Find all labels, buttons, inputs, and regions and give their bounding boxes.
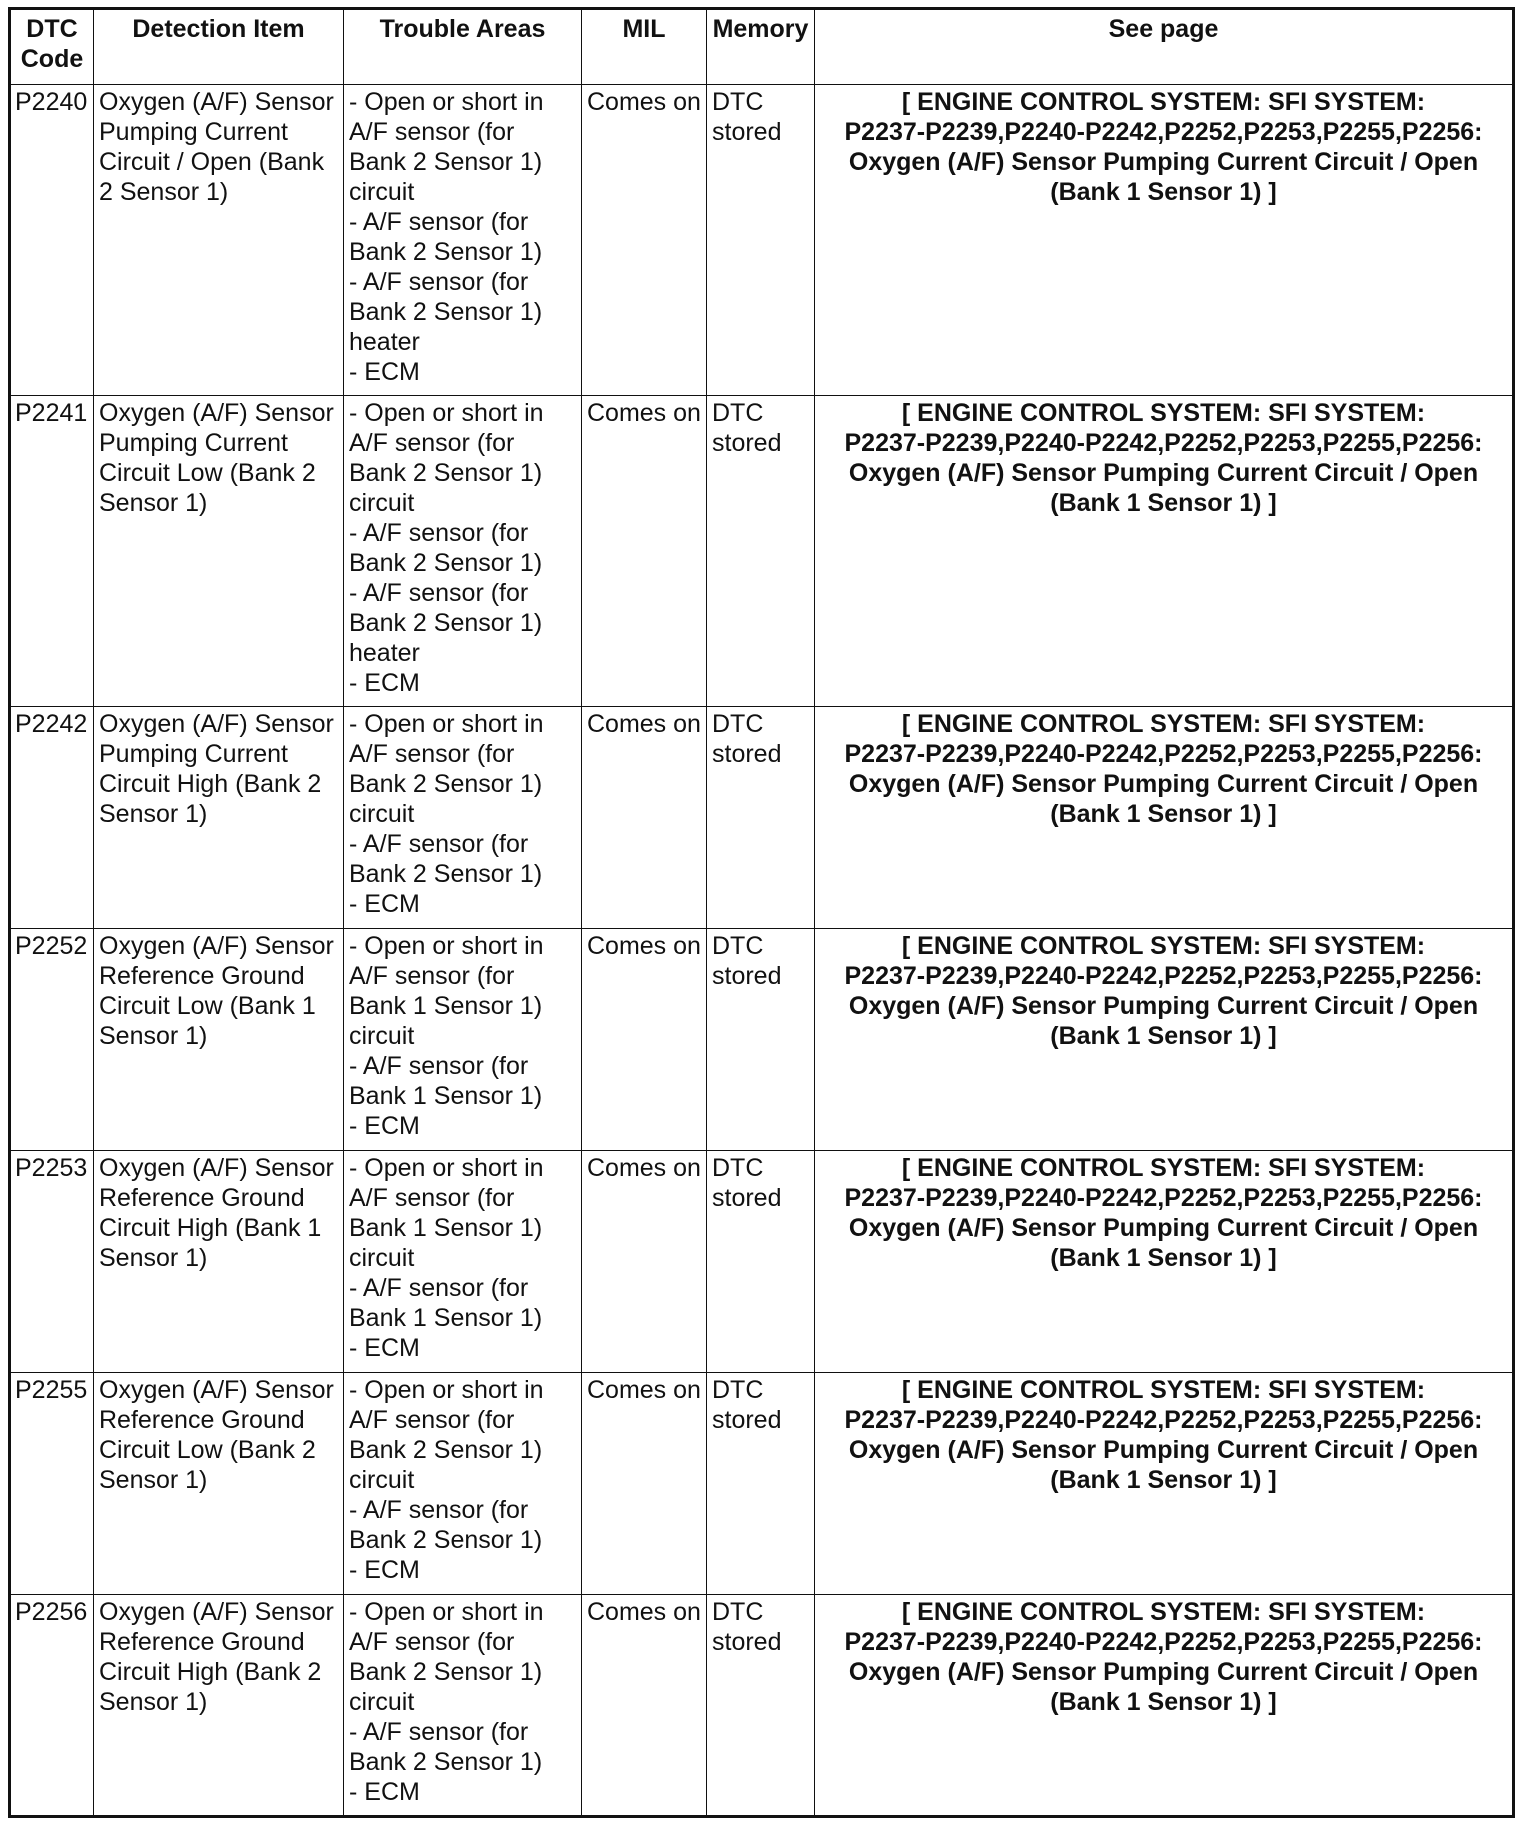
see-page-reference-line: [ ENGINE CONTROL SYSTEM: SFI SYSTEM: — [901, 1154, 1426, 1182]
trouble-area-line: - A/F sensor (for — [349, 1274, 529, 1302]
see-page-reference-line: [ ENGINE CONTROL SYSTEM: SFI SYSTEM: — [901, 399, 1426, 427]
trouble-area-line: - ECM — [349, 1778, 420, 1806]
trouble-area-line: heater — [349, 639, 420, 667]
trouble-area-line: - A/F sensor (for — [349, 1496, 529, 1524]
trouble-area-line: - ECM — [349, 358, 420, 386]
dtc-code-cell: P2241 — [10, 396, 94, 707]
see-page-reference-line: P2237-P2239,P2240-P2242,P2252,P2253,P2255,P2256: — [844, 1184, 1483, 1212]
trouble-area-line: - Open or short in — [349, 399, 544, 427]
detection-item-cell: Oxygen (A/F) Sensor Reference Ground Circuit Low (Bank 2 Sensor 1) — [94, 1373, 344, 1595]
trouble-area-line: - A/F sensor (for — [349, 268, 529, 296]
table-row — [10, 929, 1514, 1151]
detection-item-cell: Oxygen (A/F) Sensor Pumping Current Circuit Low (Bank 2 Sensor 1) — [94, 396, 344, 707]
trouble-area-line: Bank 1 Sensor 1) — [349, 1214, 543, 1242]
trouble-area-line: circuit — [349, 800, 415, 828]
trouble-area-line: Bank 1 Sensor 1) — [349, 1082, 543, 1110]
header-dtc-code-line1: DTC — [26, 15, 78, 43]
trouble-area-line: - A/F sensor (for — [349, 579, 529, 607]
header-dtc-code — [10, 9, 94, 85]
see-page-reference-line: P2237-P2239,P2240-P2242,P2252,P2253,P2255,P2256: — [844, 429, 1483, 457]
see-page-cell — [815, 1595, 1514, 1817]
detection-item-cell: Oxygen (A/F) Sensor Reference Ground Circuit High (Bank 1 Sensor 1) — [94, 1151, 344, 1373]
trouble-area-line: Bank 2 Sensor 1) — [349, 609, 543, 637]
see-page-reference-line: Oxygen (A/F) Sensor Pumping Current Circuit / Open — [848, 1436, 1479, 1464]
trouble-area-line: - ECM — [349, 1556, 420, 1584]
memory-cell: DTC stored — [707, 929, 815, 1151]
see-page-reference-line: Oxygen (A/F) Sensor Pumping Current Circuit / Open — [848, 148, 1479, 176]
trouble-area-line: Bank 1 Sensor 1) — [349, 992, 543, 1020]
trouble-area-line: - Open or short in — [349, 932, 544, 960]
see-page-reference-line: (Bank 1 Sensor 1) ] — [1050, 489, 1277, 517]
trouble-area-line: - Open or short in — [349, 1154, 544, 1182]
see-page-reference-line: P2237-P2239,P2240-P2242,P2252,P2253,P2255,P2256: — [844, 1406, 1483, 1434]
trouble-area-line: - ECM — [349, 669, 420, 697]
see-page-reference-line: P2237-P2239,P2240-P2242,P2252,P2253,P2255,P2256: — [844, 1628, 1483, 1656]
header-memory: Memory — [707, 9, 815, 85]
table-body — [10, 85, 1514, 1817]
mil-cell: Comes on — [582, 1151, 707, 1373]
header-dtc-code-line2: Code — [20, 45, 84, 73]
table-header — [10, 9, 1514, 85]
mil-cell: Comes on — [582, 707, 707, 929]
trouble-area-line: Bank 2 Sensor 1) — [349, 860, 543, 888]
dtc-document — [8, 7, 1512, 1817]
header-see-page: See page — [815, 9, 1514, 85]
trouble-area-line: Bank 2 Sensor 1) — [349, 148, 543, 176]
trouble-area-line: A/F sensor (for — [349, 740, 515, 768]
memory-cell: DTC stored — [707, 707, 815, 929]
trouble-area-line: Bank 2 Sensor 1) — [349, 1658, 543, 1686]
see-page-reference-line: (Bank 1 Sensor 1) ] — [1050, 1022, 1277, 1050]
see-page-reference-line: (Bank 1 Sensor 1) ] — [1050, 1244, 1277, 1272]
trouble-area-line: circuit — [349, 1688, 415, 1716]
trouble-area-line: Bank 2 Sensor 1) — [349, 1526, 543, 1554]
see-page-reference-line: P2237-P2239,P2240-P2242,P2252,P2253,P2255,P2256: — [844, 740, 1483, 768]
see-page-reference-line: Oxygen (A/F) Sensor Pumping Current Circuit / Open — [848, 1214, 1479, 1242]
trouble-area-line: A/F sensor (for — [349, 962, 515, 990]
trouble-area-line: - ECM — [349, 890, 420, 918]
memory-cell: DTC stored — [707, 1151, 815, 1373]
detection-item-cell: Oxygen (A/F) Sensor Reference Ground Circuit Low (Bank 1 Sensor 1) — [94, 929, 344, 1151]
trouble-areas-cell — [344, 1151, 582, 1373]
trouble-area-line: circuit — [349, 489, 415, 517]
mil-cell: Comes on — [582, 396, 707, 707]
trouble-area-line: Bank 2 Sensor 1) — [349, 770, 543, 798]
see-page-reference-line: P2237-P2239,P2240-P2242,P2252,P2253,P2255,P2256: — [844, 118, 1483, 146]
see-page-reference-line: P2237-P2239,P2240-P2242,P2252,P2253,P2255,P2256: — [844, 962, 1483, 990]
see-page-reference-line: Oxygen (A/F) Sensor Pumping Current Circuit / Open — [848, 770, 1479, 798]
trouble-area-line: circuit — [349, 1244, 415, 1272]
trouble-area-line: - ECM — [349, 1334, 420, 1362]
trouble-area-line: - Open or short in — [349, 710, 544, 738]
trouble-area-line: circuit — [349, 1022, 415, 1050]
table-row — [10, 1373, 1514, 1595]
table-row — [10, 1151, 1514, 1373]
trouble-areas-cell — [344, 396, 582, 707]
see-page-reference-line: Oxygen (A/F) Sensor Pumping Current Circuit / Open — [848, 1658, 1479, 1686]
trouble-area-line: - A/F sensor (for — [349, 1052, 529, 1080]
see-page-reference-line: [ ENGINE CONTROL SYSTEM: SFI SYSTEM: — [901, 1376, 1426, 1404]
detection-item-cell: Oxygen (A/F) Sensor Pumping Current Circuit / Open (Bank 2 Sensor 1) — [94, 85, 344, 396]
trouble-area-line: - ECM — [349, 1112, 420, 1140]
see-page-reference-line: [ ENGINE CONTROL SYSTEM: SFI SYSTEM: — [901, 710, 1426, 738]
table-row — [10, 1595, 1514, 1817]
trouble-area-line: - Open or short in — [349, 1376, 544, 1404]
header-trouble-areas: Trouble Areas — [344, 9, 582, 85]
mil-cell: Comes on — [582, 85, 707, 396]
trouble-area-line: - A/F sensor (for — [349, 830, 529, 858]
see-page-cell — [815, 1151, 1514, 1373]
table-row — [10, 85, 1514, 396]
dtc-table — [8, 7, 1515, 1818]
trouble-areas-cell — [344, 1373, 582, 1595]
mil-cell: Comes on — [582, 1373, 707, 1595]
header-detection-item: Detection Item — [94, 9, 344, 85]
trouble-area-line: - Open or short in — [349, 1598, 544, 1626]
trouble-area-line: circuit — [349, 1466, 415, 1494]
trouble-area-line: - Open or short in — [349, 88, 544, 116]
see-page-reference-line: (Bank 1 Sensor 1) ] — [1050, 1466, 1277, 1494]
trouble-area-line: - A/F sensor (for — [349, 208, 529, 236]
trouble-area-line: A/F sensor (for — [349, 118, 515, 146]
table-row — [10, 396, 1514, 707]
detection-item-cell: Oxygen (A/F) Sensor Reference Ground Circuit High (Bank 2 Sensor 1) — [94, 1595, 344, 1817]
trouble-area-line: A/F sensor (for — [349, 1184, 515, 1212]
dtc-code-cell: P2242 — [10, 707, 94, 929]
see-page-cell — [815, 1373, 1514, 1595]
table-row — [10, 707, 1514, 929]
trouble-areas-cell — [344, 929, 582, 1151]
detection-item-cell: Oxygen (A/F) Sensor Pumping Current Circuit High (Bank 2 Sensor 1) — [94, 707, 344, 929]
trouble-area-line: Bank 2 Sensor 1) — [349, 238, 543, 266]
trouble-area-line: - A/F sensor (for — [349, 1718, 529, 1746]
trouble-area-line: A/F sensor (for — [349, 1628, 515, 1656]
see-page-reference-line: [ ENGINE CONTROL SYSTEM: SFI SYSTEM: — [901, 1598, 1426, 1626]
trouble-areas-cell — [344, 707, 582, 929]
dtc-code-cell: P2256 — [10, 1595, 94, 1817]
trouble-area-line: Bank 2 Sensor 1) — [349, 549, 543, 577]
trouble-areas-cell — [344, 1595, 582, 1817]
trouble-area-line: - A/F sensor (for — [349, 519, 529, 547]
trouble-area-line: Bank 1 Sensor 1) — [349, 1304, 543, 1332]
memory-cell: DTC stored — [707, 85, 815, 396]
see-page-cell — [815, 396, 1514, 707]
memory-cell: DTC stored — [707, 396, 815, 707]
see-page-reference-line: [ ENGINE CONTROL SYSTEM: SFI SYSTEM: — [901, 932, 1426, 960]
see-page-reference-line: (Bank 1 Sensor 1) ] — [1050, 1688, 1277, 1716]
see-page-cell — [815, 707, 1514, 929]
dtc-code-cell: P2240 — [10, 85, 94, 396]
memory-cell: DTC stored — [707, 1373, 815, 1595]
trouble-area-line: Bank 2 Sensor 1) — [349, 1748, 543, 1776]
trouble-area-line: circuit — [349, 178, 415, 206]
see-page-cell — [815, 929, 1514, 1151]
trouble-area-line: A/F sensor (for — [349, 429, 515, 457]
see-page-reference-line: (Bank 1 Sensor 1) ] — [1050, 178, 1277, 206]
see-page-reference-line: Oxygen (A/F) Sensor Pumping Current Circuit / Open — [848, 459, 1479, 487]
dtc-code-cell: P2253 — [10, 1151, 94, 1373]
trouble-area-line: Bank 2 Sensor 1) — [349, 1436, 543, 1464]
trouble-area-line: Bank 2 Sensor 1) — [349, 459, 543, 487]
see-page-reference-line: Oxygen (A/F) Sensor Pumping Current Circuit / Open — [848, 992, 1479, 1020]
see-page-cell — [815, 85, 1514, 396]
see-page-reference-line: (Bank 1 Sensor 1) ] — [1050, 800, 1277, 828]
trouble-area-line: Bank 2 Sensor 1) — [349, 298, 543, 326]
trouble-areas-cell — [344, 85, 582, 396]
header-mil: MIL — [582, 9, 707, 85]
mil-cell: Comes on — [582, 1595, 707, 1817]
trouble-area-line: A/F sensor (for — [349, 1406, 515, 1434]
trouble-area-line: heater — [349, 328, 420, 356]
mil-cell: Comes on — [582, 929, 707, 1151]
memory-cell: DTC stored — [707, 1595, 815, 1817]
dtc-code-cell: P2252 — [10, 929, 94, 1151]
see-page-reference-line: [ ENGINE CONTROL SYSTEM: SFI SYSTEM: — [901, 88, 1426, 116]
dtc-code-cell: P2255 — [10, 1373, 94, 1595]
header-row — [10, 9, 1514, 85]
